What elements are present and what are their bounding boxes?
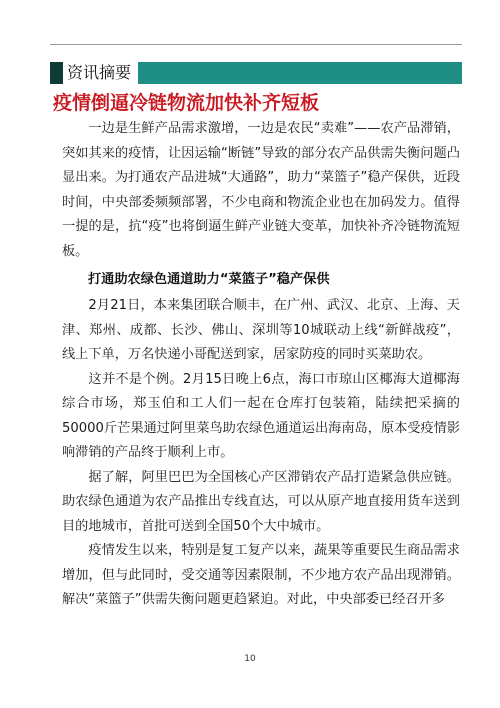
section-label: 资讯摘要	[63, 62, 138, 84]
body-block	[62, 294, 460, 613]
body-paragraph: 疫情发生以来，特别是复工复产以来，蔬果等重要民生商品需求增加，但与此同时，受交通等因素限制，不少地方农产品出现滞销。解决“菜篮子”供需失衡问题更趋紧迫。对此，中央部委已经召开多	[62, 543, 460, 607]
header-rule	[50, 44, 462, 45]
article-headline: 疫情倒逼冷链物流加快补齐短板	[53, 92, 320, 114]
body-paragraph: 据了解，阿里巴巴为全国核心产区滞销农产品打造紧急供应链。助农绿色通道为农产品推出专线直达，可以从原产地直接用货车送到目的地城市，首批可送到全国50个大中城市。	[62, 469, 460, 534]
article-subheading: 打通助农绿色通道助力“菜篮子”稳产保供	[88, 272, 330, 287]
intro-block	[62, 117, 460, 264]
intro-paragraph: 一边是生鲜产品需求激增，一边是农民“卖难”——农产品滞销，突如其来的疫情，让因运输“断链”导致的部分农产品供需失衡问题凸显出来。为打通农产品进城“大通路”，助力“菜篮子”稳产保供，近段时间，中央部委频频部署，不少电商和物流企业也在加码发力。值得一提的是，抗“疫”也将倒逼生鲜产业链大变革，加快补齐冷链物流短板。	[62, 121, 460, 259]
body-paragraph: 这并不是个例。2月15日晚上6点，海口市琼山区椰海大道椰海综合市场，郑玉伯和工人们一起在仓库打包装箱，陆续把采摘的50000斤芒果通过阿里菜鸟助农绿色通道运出海南岛，原本受疫情影响滞销的产品终于顺利上市。	[62, 371, 461, 460]
section-marker	[50, 62, 63, 84]
body-paragraph: 2月21日，本来集团联合顺丰，在广州、武汉、北京、上海、天津、郑州、成都、长沙、佛山、深圳等10城联动上线“新鲜战疫”，线上下单，万名快递小哥配送到家，居家防疫的同时买菜助农。	[62, 298, 460, 362]
section-header-bar	[50, 62, 462, 84]
page-number: 10	[244, 654, 256, 664]
